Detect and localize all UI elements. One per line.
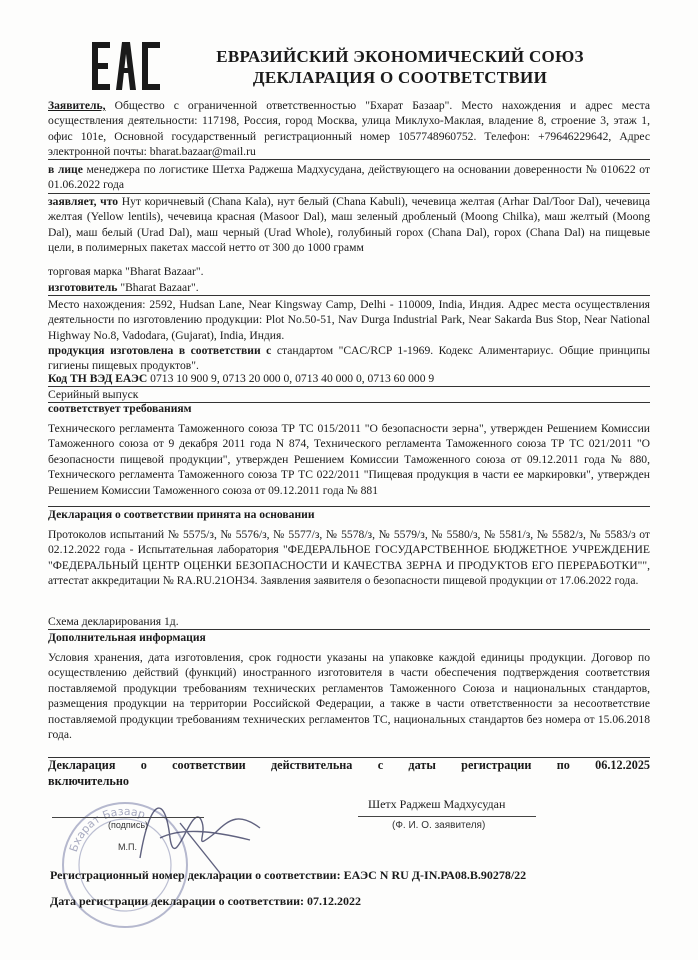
- tn-ved-line: [48, 371, 650, 386]
- basis-text: Протоколов испытаний № 5575/з, № 5576/з, № 5577/з, № 5578/з, № 5579/з, № 5580/з, № 5581/з, № 5582/з, № 5583/з от 02.12.2022 года - Испытательная лаборатория "ФЕДЕРАЛЬНОЕ ГОСУДАРСТВЕННОЕ БЮДЖЕТНОЕ УЧРЕЖДЕНИЕ "ФЕДЕРАЛЬНЫЙ ЦЕНТР ОЦЕНКИ БЕЗОПАСНОСТИ И КАЧЕСТВА ЗЕРНА И ПРОДУКТОВ ЕГО ПЕРЕРАБОТКИ"", аттестат аккредитации № RA.RU.21ОН34. Заявления заявителя о безопасности пищевой продукции от 17.06.2022 года.: [48, 528, 650, 588]
- basis-title: Декларация о соответствии принята на основании: [48, 508, 315, 521]
- registration-number: ЕАЭС N RU Д-IN.РА08.В.90278/22: [343, 868, 527, 882]
- registration-number-label: Регистрационный номер декларации о соответствии:: [50, 868, 341, 882]
- requirements-title: соответствует требованиям: [48, 402, 192, 415]
- tn-ved-label: Код ТН ВЭД ЕАЭС: [48, 372, 148, 385]
- person-block: [48, 162, 650, 193]
- standard-text: стандартом "CAC/RCP 1-1969. Кодекс Алиментариус. Общие принципы гигиены пищевых продуктов".: [48, 344, 651, 373]
- divider: [48, 629, 650, 630]
- name-line: [358, 816, 536, 817]
- requirements-text: Технического регламента Таможенного союза ТР ТС 015/2011 "О безопасности зерна", утвержден Решением Комиссии Таможенного союза от 9 декабря 2011 года N 874, Технического регламента Таможенного союза ТР ТС 021/2011 "О безопасности пищевой продукции", утвержден Решением Комиссии Таможенного союза от 09.12.2011 года № 880, Технического регламента Таможенного союза ТР ТС 022/2011 "Пищевая продукция в части ее маркировки", утвержден Решением Комиссии Таможенного союза от 09.12.2011 года № 881: [48, 422, 650, 497]
- signature-caption: (подпись): [108, 820, 149, 830]
- declares-label: заявляет, что: [48, 195, 119, 208]
- standard-label: продукция изготовлена в соответствии с: [48, 344, 272, 357]
- union-title: ЕВРАЗИЙСКИЙ ЭКОНОМИЧЕСКИЙ СОЮЗ: [216, 47, 584, 66]
- tn-ved-codes: 0713 10 900 9, 0713 20 000 0, 0713 40 000 0, 0713 60 000 9: [150, 372, 435, 385]
- seal-mark: М.П.: [118, 842, 137, 852]
- applicant-name: Шетх Раджеш Мадхусудан: [368, 797, 506, 811]
- manufacturer-label: изготовитель: [48, 281, 118, 294]
- signature-line: [52, 817, 204, 818]
- divider: [48, 506, 650, 507]
- applicant-text: Общество с ограниченной ответственностью "Бхарат Базаар". Место нахождения и адрес места осуществления деятельности: 117198, Россия, город Москва, улица Миклухо-Маклая, владение 8, строение 3, этаж 1, офис 101е, Основной государственный регистрационный номер 1057748960752. Телефон: +79646229642, Адрес электронной почты: bharat.bazaar@mail.ru: [48, 99, 650, 159]
- divider: [48, 295, 650, 296]
- applicant-block: [48, 98, 650, 160]
- svg-text:Бхарат Базаар: Бхарат Базаар: [66, 804, 147, 854]
- declares-block: [48, 194, 650, 256]
- registration-date-line: [50, 894, 361, 909]
- declares-text: Нут коричневый (Chana Kala), нут белый (Chana Kabuli), чечевица желтая (Arhar Dal/Toor Dal), чечевица желтая (Yellow lentils), чечевица красная (Masoor Dal), маш зеленый дробленый (Moong Chilka), маш желтый (Moong Dal), маш белый (Urad Dal), маш черный (Urad Whole), голубиный горох (Chana Dal), горох (Chana Dal) на пищевые цели, в полимерных пакетах массой нетто от 300 до 1000 грамм: [48, 195, 650, 255]
- eac-logo-icon: [90, 40, 162, 92]
- validity-line: [48, 758, 650, 773]
- additional-title: Дополнительная информация: [48, 631, 206, 644]
- registration-number-line: [50, 868, 526, 883]
- validity-text: Декларация о соответствии действительна с даты регистрации по: [48, 758, 570, 772]
- standard-block: [48, 343, 650, 374]
- declaration-title: ДЕКЛАРАЦИЯ О СООТВЕТСТВИИ: [252, 68, 548, 87]
- scheme-line: Схема декларирования 1д.: [48, 615, 179, 628]
- batch-type: Серийный выпуск: [48, 388, 139, 401]
- person-label: в лице: [48, 163, 83, 176]
- validity-inclusive: включительно: [48, 774, 129, 788]
- manufacturer-name: "Bharat Bazaar".: [120, 281, 199, 294]
- additional-text: Условия хранения, дата изготовления, срок годности указаны на упаковке каждой единицы продукции. Договор по осуществлению действий (функций) иностранного изготовителя в части обеспечения подтверждения соответствия поставляемой продукции требованиям технических регламентов Таможенного Союза и национальных стандартов, размещения продукции на территории Российской Федерации, а также в части ответственности за несоответствие поставляемой продукции требованиям технических регламентов ТС, национальных стандартов без номера от 15.06.2018 года.: [48, 651, 650, 742]
- registration-date-label: Дата регистрации декларации о соответствии:: [50, 894, 305, 908]
- applicant-label: Заявитель,: [48, 99, 106, 112]
- validity-date: 06.12.2025: [595, 758, 650, 772]
- divider: [48, 159, 650, 160]
- name-caption: (Ф. И. О. заявителя): [392, 820, 486, 831]
- manufacturer-address: Место нахождения: 2592, Hudsan Lane, Near Kingsway Camp, Delhi - 110009, India, Индия. Адрес места осуществления деятельности по изготовлению продукции: Plot No.50-51, Nav Durga Industrial Park, Near Sakarda Bus Stop, Near National Highway No.8, Vadodara, (Gujarat), India, Индия.: [48, 298, 650, 342]
- person-text: менеджера по логистике Шетха Раджеша Мадхусудана, действующего на основании доверенности № 010622 от 01.06.2022 года: [48, 163, 650, 192]
- manufacturer-line: [48, 280, 650, 295]
- trademark-line: торговая марка "Bharat Bazaar".: [48, 265, 204, 278]
- registration-date: 07.12.2022: [307, 894, 362, 908]
